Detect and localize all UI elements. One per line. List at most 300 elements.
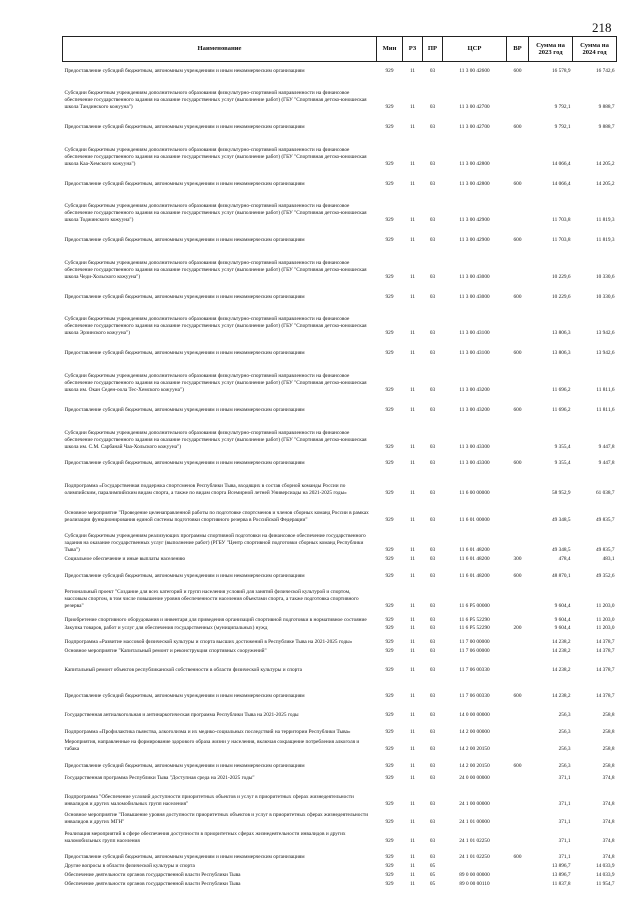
row-min-cell: 929 <box>385 329 394 336</box>
row-name-cell: Основное мероприятие "Капитальный ремонт и реконструкция спортивных сооружений" <box>64 647 267 654</box>
row-rz-cell: 11 <box>409 728 416 735</box>
table-row <box>63 188 617 224</box>
row-vr-cell <box>507 414 529 451</box>
table-row <box>63 301 617 337</box>
row-pr-cell: 03 <box>429 459 436 466</box>
row-pr-cell: 05 <box>429 862 436 869</box>
row-sum-2023-cell: 48 870,1 <box>551 572 571 579</box>
table-row <box>63 75 617 111</box>
row-min-cell: 929 <box>385 443 394 450</box>
row-name-cell: Государственная антиалкогольная и антинаркотическая программа Республики Тыва на 2021-2025 годы <box>64 711 299 718</box>
row-vr-cell <box>507 719 529 736</box>
row-name-cell: Закупка товаров, работ и услуг для обеспечения государственных (муниципальных) нужд <box>64 624 268 631</box>
row-rz-cell: 11 <box>409 762 416 769</box>
row-vr-cell <box>507 357 529 394</box>
row-min-cell: 929 <box>385 386 394 393</box>
row-csr-cell: 11 3 00 43100 <box>459 349 490 356</box>
row-min-cell: 929 <box>385 236 394 243</box>
row-rz-cell: 11 <box>409 666 416 673</box>
table-row <box>63 244 617 281</box>
row-csr-cell: 11 3 00 42600 <box>459 67 490 74</box>
row-pr-cell: 03 <box>429 647 436 654</box>
row-sum-2024-cell: 14 378,7 <box>595 638 615 645</box>
row-csr-cell: 14 2 00 20150 <box>459 762 490 769</box>
row-vr-cell <box>507 75 529 111</box>
row-sum-2024-cell: 9 888,7 <box>598 123 615 130</box>
row-vr-cell <box>507 467 529 497</box>
row-vr-cell: 600 <box>513 123 522 130</box>
row-sum-2023-cell: 256,3 <box>558 762 571 769</box>
row-csr-cell: 24 0 00 00000 <box>459 774 490 781</box>
row-sum-2023-cell: 11 703,8 <box>552 236 571 243</box>
row-sum-2023-cell: 13 896,7 <box>551 871 571 878</box>
row-name-cell: Предоставление субсидий бюджетным, автономным учреждениям и иным некоммерческим организациям <box>64 293 305 300</box>
row-name-cell: Предоставление субсидий бюджетным, автономным учреждениям и иным некоммерческим организациям <box>64 67 305 74</box>
row-pr-cell: 05 <box>429 871 436 878</box>
table-row <box>63 111 617 131</box>
row-csr-cell: 24 1 01 02250 <box>459 837 490 844</box>
row-csr-cell: 11 3 00 43000 <box>459 273 490 280</box>
row-pr-cell: 03 <box>429 489 436 496</box>
table-body <box>63 62 617 888</box>
row-pr-cell: 05 <box>429 880 436 887</box>
row-name-cell: Другие вопросы в области физической культуры и спорта <box>64 862 195 869</box>
table-row <box>63 674 617 700</box>
row-pr-cell: 03 <box>429 638 436 645</box>
row-min-cell: 929 <box>385 762 394 769</box>
row-csr-cell: 11 3 00 42900 <box>459 216 490 223</box>
row-sum-2024-cell: 49 835,7 <box>595 516 615 523</box>
row-vr-cell <box>507 646 529 655</box>
row-name-cell: Предоставление субсидий бюджетным, автономным учреждениям и иным некоммерческим организациям <box>64 572 305 579</box>
row-sum-2024-cell: 258,8 <box>602 711 615 718</box>
row-sum-2024-cell: 9 888,7 <box>598 103 615 110</box>
row-csr-cell: 11 6 P5 52290 <box>459 616 490 623</box>
row-sum-2024-cell: 14 033,9 <box>595 871 615 878</box>
row-vr-cell <box>507 879 529 888</box>
table-row <box>63 337 617 357</box>
row-pr-cell: 03 <box>429 293 436 300</box>
row-name-cell: Подпрограмма «Развитие массовой физической культуры и спорта высших достижений в Республике Тыва на 2021-2025 годы» <box>64 638 353 645</box>
row-vr-cell <box>507 782 529 808</box>
row-pr-cell: 03 <box>429 236 436 243</box>
row-name-cell: Мероприятия, направленные на формирование здорового образа жизни у населения, включая сокращение потребления алкоголя и табака <box>64 738 360 752</box>
row-rz-cell: 11 <box>409 774 416 781</box>
row-min-cell: 929 <box>385 67 394 74</box>
row-csr-cell: 89 0 00 00110 <box>459 880 490 887</box>
row-name-cell: Субсидии бюджетным учреждениям реализующих программы спортивной подготовки на финансовое обеспечение государственного задания на оказание государственных услуг (выполнение работ) (РГБУ "Центр спортивной подготовки сборных команд Республики Тыва") <box>64 532 366 553</box>
table-row <box>63 782 617 808</box>
row-sum-2024-cell: 11 954,7 <box>596 880 615 887</box>
row-rz-cell: 11 <box>409 349 416 356</box>
row-name-cell: Предоставление субсидий бюджетным, автономным учреждениям и иным некоммерческим организациям <box>64 853 305 860</box>
row-sum-2023-cell: 9 792,1 <box>554 103 571 110</box>
row-vr-cell <box>507 301 529 337</box>
row-rz-cell: 11 <box>409 67 416 74</box>
row-name-cell: Предоставление субсидий бюджетным, автономным учреждениям и иным некоммерческим организациям <box>64 692 305 699</box>
row-name-cell: Подпрограмма "Обеспечение условий доступности приоритетных объектов и услуг в приоритетных сферах жизнедеятельности инвалидов и других маломобильных групп населения" <box>64 793 354 807</box>
table-row <box>63 357 617 394</box>
row-pr-cell: 03 <box>429 692 436 699</box>
row-vr-cell <box>507 826 529 845</box>
row-min-cell: 929 <box>385 871 394 878</box>
row-sum-2023-cell: 14 066,4 <box>551 160 571 167</box>
table-row <box>63 281 617 301</box>
row-sum-2023-cell: 13 806,3 <box>551 329 571 336</box>
row-rz-cell: 11 <box>409 602 416 609</box>
row-vr-cell: 200 <box>513 624 522 631</box>
table-row <box>63 168 617 188</box>
row-min-cell: 929 <box>385 349 394 356</box>
row-vr-cell: 600 <box>513 572 522 579</box>
row-pr-cell: 03 <box>429 329 436 336</box>
row-sum-2023-cell: 11 837,8 <box>552 880 571 887</box>
row-csr-cell: 11 3 00 42700 <box>459 103 490 110</box>
row-sum-2023-cell: 9 604,4 <box>554 624 571 631</box>
row-vr-cell <box>507 610 529 624</box>
row-pr-cell: 03 <box>429 616 436 623</box>
row-sum-2023-cell: 371,1 <box>558 800 571 807</box>
row-pr-cell: 03 <box>429 745 436 752</box>
row-vr-cell: 600 <box>513 180 522 187</box>
row-rz-cell: 11 <box>409 273 416 280</box>
row-min-cell: 929 <box>385 624 394 631</box>
row-min-cell: 929 <box>385 103 394 110</box>
row-csr-cell: 11 3 00 42700 <box>459 123 490 130</box>
row-csr-cell: 11 3 00 43300 <box>459 443 490 450</box>
table-row <box>63 826 617 845</box>
row-min-cell: 929 <box>385 638 394 645</box>
table-row <box>63 467 617 497</box>
row-rz-cell: 11 <box>409 818 416 825</box>
row-sum-2023-cell: 371,1 <box>558 853 571 860</box>
row-rz-cell: 11 <box>409 862 416 869</box>
row-csr-cell: 11 6 P5 52290 <box>459 624 490 631</box>
row-pr-cell: 03 <box>429 180 436 187</box>
row-rz-cell: 11 <box>409 293 416 300</box>
row-vr-cell <box>507 700 529 719</box>
row-rz-cell: 11 <box>409 489 416 496</box>
row-min-cell: 929 <box>385 774 394 781</box>
row-min-cell: 929 <box>385 546 394 553</box>
row-rz-cell: 11 <box>409 459 416 466</box>
row-csr-cell: 14 0 00 00000 <box>459 711 490 718</box>
row-pr-cell: 03 <box>429 666 436 673</box>
row-vr-cell: 300 <box>513 555 522 562</box>
row-sum-2024-cell: 258,8 <box>602 728 615 735</box>
row-sum-2023-cell: 14 238,2 <box>551 638 571 645</box>
row-pr-cell: 03 <box>429 160 436 167</box>
row-csr-cell: 11 3 00 42800 <box>459 180 490 187</box>
row-name-cell: Предоставление субсидий бюджетным, автономным учреждениям и иным некоммерческим организациям <box>64 236 305 243</box>
row-pr-cell: 03 <box>429 443 436 450</box>
row-csr-cell: 11 7 06 00000 <box>459 647 490 654</box>
row-name-cell: Приобретение спортивного оборудования и инвентаря для приведения организаций спортивной подготовки в нормативное состояние <box>64 616 367 623</box>
row-csr-cell: 11 6 01 00000 <box>459 516 490 523</box>
row-name-cell: Субсидии бюджетным учреждениям дополнительного образования физкультурно-спортивной направленности на финансовое обеспечение государственного задания на оказание государственных услуг (выполнение работ) (ГБУ "Спортивная детско-юношеская школа им. Окан Седен-оола Тес-Хемского кожууна") <box>64 372 367 393</box>
table-row <box>63 624 617 632</box>
row-csr-cell: 24 1 00 00000 <box>459 800 490 807</box>
row-rz-cell: 11 <box>409 880 416 887</box>
table-row <box>63 414 617 451</box>
row-sum-2023-cell: 10 229,6 <box>551 273 571 280</box>
row-rz-cell: 11 <box>409 329 416 336</box>
row-sum-2023-cell: 256,3 <box>558 745 571 752</box>
row-sum-2024-cell: 49 835,7 <box>595 546 615 553</box>
row-rz-cell: 11 <box>409 180 416 187</box>
row-sum-2023-cell: 49 348,5 <box>551 516 571 523</box>
row-name-cell: Капитальный ремонт объектов республиканской собственности в области физической культуры и спорта <box>64 666 302 673</box>
table-row <box>63 563 617 580</box>
row-name-cell: Субсидии бюджетным учреждениям дополнительного образования физкультурно-спортивной направленности на финансовое обеспечение государственного задания на оказание государственных услуг (выполнение работ) (ГБУ "Спортивная детско-юношеская школа Эрзинского кожууна") <box>64 315 367 336</box>
row-rz-cell: 11 <box>409 216 416 223</box>
row-sum-2024-cell: 11 203,0 <box>596 616 615 623</box>
row-rz-cell: 11 <box>409 386 416 393</box>
row-csr-cell: 11 6 00 00000 <box>459 489 490 496</box>
header-rz: РЗ <box>403 37 423 62</box>
row-vr-cell: 600 <box>513 692 522 699</box>
row-vr-cell: 600 <box>513 236 522 243</box>
row-pr-cell: 03 <box>429 546 436 553</box>
row-min-cell: 929 <box>385 516 394 523</box>
row-vr-cell <box>507 580 529 610</box>
row-min-cell: 929 <box>385 692 394 699</box>
row-rz-cell: 11 <box>409 837 416 844</box>
row-name-cell: Реализация мероприятий в сфере обеспечения доступности в приоритетных сферах жизнедеятельности инвалидов и других маломобильных групп населения <box>64 830 346 844</box>
row-rz-cell: 11 <box>409 516 416 523</box>
row-name-cell: Предоставление субсидий бюджетным, автономным учреждениям и иным некоммерческим организациям <box>64 762 305 769</box>
row-sum-2024-cell: 14 378,7 <box>595 666 615 673</box>
table-row <box>63 655 617 674</box>
row-sum-2024-cell: 9 447,8 <box>598 443 615 450</box>
row-name-cell: Субсидии бюджетным учреждениям дополнительного образования физкультурно-спортивной направленности на финансовое обеспечение государственного задания на оказание государственных услуг (выполнение работ) (ГБУ "Спортивная детско-юношеская школа им. С.М. Сарбанай Чаа-Хольского кожууна") <box>64 429 367 450</box>
row-sum-2024-cell: 11 819,3 <box>596 236 615 243</box>
table-row <box>63 131 617 168</box>
row-rz-cell: 11 <box>409 647 416 654</box>
row-pr-cell: 03 <box>429 216 436 223</box>
row-sum-2024-cell: 49 352,6 <box>595 572 615 579</box>
row-vr-cell: 600 <box>513 459 522 466</box>
row-name-cell: Субсидии бюджетным учреждениям дополнительного образования физкультурно-спортивной направленности на финансовое обеспечение государственного задания на оказание государственных услуг (выполнение работ) (ГБУ "Спортивная детско-юношеская школа Тандинского кожууна") <box>64 89 367 110</box>
table-row <box>63 861 617 870</box>
row-pr-cell: 03 <box>429 818 436 825</box>
row-rz-cell: 11 <box>409 711 416 718</box>
row-rz-cell: 11 <box>409 624 416 631</box>
row-rz-cell: 11 <box>409 555 416 562</box>
table-row <box>63 719 617 736</box>
row-vr-cell <box>507 244 529 281</box>
row-csr-cell: 24 1 01 00000 <box>459 818 490 825</box>
row-vr-cell <box>507 808 529 826</box>
row-sum-2023-cell: 9 604,4 <box>554 616 571 623</box>
table-row <box>63 770 617 782</box>
row-rz-cell: 11 <box>409 800 416 807</box>
row-sum-2023-cell: 49 348,5 <box>551 546 571 553</box>
row-csr-cell: 24 1 01 02250 <box>459 853 490 860</box>
row-vr-cell: 600 <box>513 349 522 356</box>
row-sum-2024-cell: 14 033,9 <box>595 862 615 869</box>
header-min: Мин <box>377 37 403 62</box>
row-min-cell: 929 <box>385 602 394 609</box>
row-min-cell: 929 <box>385 123 394 130</box>
row-name-cell: Предоставление субсидий бюджетным, автономным учреждениям и иным некоммерческим организациям <box>64 459 305 466</box>
row-pr-cell: 03 <box>429 624 436 631</box>
table-row <box>63 808 617 826</box>
row-pr-cell: 03 <box>429 349 436 356</box>
row-sum-2024-cell: 258,8 <box>602 745 615 752</box>
row-rz-cell: 11 <box>409 572 416 579</box>
table-row <box>63 700 617 719</box>
row-sum-2023-cell: 14 238,2 <box>551 666 571 673</box>
row-name-cell: Предоставление субсидий бюджетным, автономным учреждениям и иным некоммерческим организациям <box>64 180 305 187</box>
row-min-cell: 929 <box>385 459 394 466</box>
row-min-cell: 929 <box>385 666 394 673</box>
row-rz-cell: 11 <box>409 853 416 860</box>
row-sum-2023-cell: 13 896,7 <box>551 862 571 869</box>
row-sum-2024-cell: 11 819,3 <box>596 216 615 223</box>
row-name-cell: Предоставление субсидий бюджетным, автономным учреждениям и иным некоммерческим организациям <box>64 349 305 356</box>
row-min-cell: 929 <box>385 853 394 860</box>
row-csr-cell: 89 0 00 00000 <box>459 871 490 878</box>
row-min-cell: 929 <box>385 800 394 807</box>
row-name-cell: Основное мероприятие "Проведение целенаправленной работы по подготовке спортсменов и членов сборных команд России в рамках реализации функционирования единой системы подготовки спортивного резерва в Российской Федерации" <box>64 509 369 523</box>
row-sum-2023-cell: 9 792,1 <box>554 123 571 130</box>
row-sum-2024-cell: 13 942,6 <box>595 349 615 356</box>
row-sum-2023-cell: 14 066,4 <box>551 180 571 187</box>
row-name-cell: Социальное обеспечение и иные выплаты населению <box>64 555 186 562</box>
row-min-cell: 929 <box>385 862 394 869</box>
row-csr-cell <box>443 861 507 870</box>
table-row <box>63 451 617 467</box>
budget-table <box>62 36 617 888</box>
row-rz-cell: 11 <box>409 546 416 553</box>
header-pr: ПР <box>423 37 443 62</box>
row-sum-2024-cell: 11 203,0 <box>596 624 615 631</box>
row-pr-cell: 03 <box>429 406 436 413</box>
row-sum-2024-cell: 14 378,7 <box>595 647 615 654</box>
row-csr-cell: 14 2 00 00000 <box>459 728 490 735</box>
row-sum-2023-cell: 13 806,3 <box>551 349 571 356</box>
row-min-cell: 929 <box>385 489 394 496</box>
row-min-cell: 929 <box>385 180 394 187</box>
row-min-cell: 929 <box>385 728 394 735</box>
row-rz-cell: 11 <box>409 406 416 413</box>
row-rz-cell: 11 <box>409 638 416 645</box>
row-sum-2023-cell: 11 696,2 <box>552 386 571 393</box>
page-number: 218 <box>592 20 612 35</box>
row-pr-cell: 03 <box>429 774 436 781</box>
table-row <box>63 224 617 244</box>
row-min-cell: 929 <box>385 572 394 579</box>
header-sum-2024: Сумма на 2024 год <box>573 37 617 62</box>
row-pr-cell: 03 <box>429 728 436 735</box>
row-name-cell: Основное мероприятие "Повышение уровня доступности приоритетных объектов и услуг в приоритетных сферах жизнедеятельности инвалидов и других МГН" <box>64 811 369 825</box>
row-name-cell: Субсидии бюджетным учреждениям дополнительного образования физкультурно-спортивной направленности на финансовое обеспечение государственного задания на оказание государственных услуг (выполнение работ) (ГБУ "Спортивная детско-юношеская школа Каа-Хемского кожууна") <box>64 146 367 167</box>
row-pr-cell: 03 <box>429 572 436 579</box>
row-pr-cell: 03 <box>429 386 436 393</box>
row-rz-cell: 11 <box>409 160 416 167</box>
row-min-cell: 929 <box>385 406 394 413</box>
row-min-cell: 929 <box>385 555 394 562</box>
row-pr-cell: 03 <box>429 837 436 844</box>
row-pr-cell: 03 <box>429 123 436 130</box>
row-vr-cell: 600 <box>513 406 522 413</box>
row-vr-cell <box>507 736 529 753</box>
table-row <box>63 497 617 524</box>
row-min-cell: 929 <box>385 818 394 825</box>
row-pr-cell: 03 <box>429 516 436 523</box>
row-vr-cell <box>507 632 529 646</box>
table-row <box>63 580 617 610</box>
row-pr-cell: 03 <box>429 67 436 74</box>
row-vr-cell <box>507 497 529 524</box>
row-vr-cell: 600 <box>513 67 522 74</box>
row-min-cell: 929 <box>385 745 394 752</box>
row-sum-2023-cell: 371,1 <box>558 818 571 825</box>
row-sum-2023-cell: 371,1 <box>558 774 571 781</box>
row-csr-cell: 14 2 00 20150 <box>459 745 490 752</box>
row-sum-2023-cell: 14 238,2 <box>551 692 571 699</box>
header-vr: ВР <box>507 37 529 62</box>
row-sum-2024-cell: 374,8 <box>602 853 615 860</box>
row-sum-2024-cell: 13 942,6 <box>595 329 615 336</box>
row-pr-cell: 03 <box>429 762 436 769</box>
row-sum-2024-cell: 16 742,6 <box>595 67 615 74</box>
row-name-cell: Подпрограмма «Государственная поддержка спортсменов Республики Тыва, входящих в состав сборной команды России по олимпийским, паралимпийским видам спорта, а также по видам спорта Всемирной летней Универсиады на 2021-2025 годы» <box>64 482 347 496</box>
row-rz-cell: 11 <box>409 871 416 878</box>
row-sum-2023-cell: 16 578,9 <box>551 67 571 74</box>
row-vr-cell: 600 <box>513 293 522 300</box>
table-row <box>63 753 617 770</box>
row-name-cell: Предоставление субсидий бюджетным, автономным учреждениям и иным некоммерческим организациям <box>64 123 305 130</box>
row-vr-cell <box>507 188 529 224</box>
row-rz-cell: 11 <box>409 443 416 450</box>
row-sum-2023-cell: 9 604,4 <box>554 602 571 609</box>
row-name-cell: Государственная программа Республики Тыва "Доступная среда на 2021-2025 годы" <box>64 774 255 781</box>
table-row <box>63 879 617 888</box>
row-rz-cell: 11 <box>409 123 416 130</box>
row-name-cell: Подпрограмма «Профилактика пьянства, алкоголизма и их медико-социальных последствий на территории Республики Тыва» <box>64 728 351 735</box>
row-csr-cell: 11 3 00 43200 <box>459 386 490 393</box>
row-min-cell: 929 <box>385 216 394 223</box>
row-csr-cell: 11 6 P5 00000 <box>459 602 490 609</box>
row-csr-cell: 11 7 00 00000 <box>459 638 490 645</box>
row-pr-cell: 03 <box>429 555 436 562</box>
header-csr: ЦСР <box>443 37 507 62</box>
row-sum-2024-cell: 11 811,6 <box>596 386 615 393</box>
row-sum-2024-cell: 61 038,7 <box>595 489 615 496</box>
row-sum-2024-cell: 374,8 <box>602 774 615 781</box>
row-pr-cell: 03 <box>429 103 436 110</box>
row-min-cell: 929 <box>385 837 394 844</box>
row-vr-cell <box>507 770 529 782</box>
row-vr-cell <box>507 870 529 879</box>
row-sum-2024-cell: 374,8 <box>602 837 615 844</box>
row-csr-cell: 11 6 01 48200 <box>459 555 490 562</box>
row-vr-cell: 600 <box>513 853 522 860</box>
row-name-cell: Предоставление субсидий бюджетным, автономным учреждениям и иным некоммерческим организациям <box>64 406 305 413</box>
row-csr-cell: 11 3 00 43200 <box>459 406 490 413</box>
row-sum-2024-cell: 483,1 <box>602 555 615 562</box>
row-pr-cell: 03 <box>429 273 436 280</box>
row-sum-2024-cell: 374,8 <box>602 818 615 825</box>
row-csr-cell: 11 3 00 43000 <box>459 293 490 300</box>
row-min-cell: 929 <box>385 711 394 718</box>
row-csr-cell: 11 3 00 42800 <box>459 160 490 167</box>
table-row <box>63 554 617 563</box>
table-header-row <box>63 37 617 62</box>
row-sum-2024-cell: 10 330,6 <box>595 293 615 300</box>
